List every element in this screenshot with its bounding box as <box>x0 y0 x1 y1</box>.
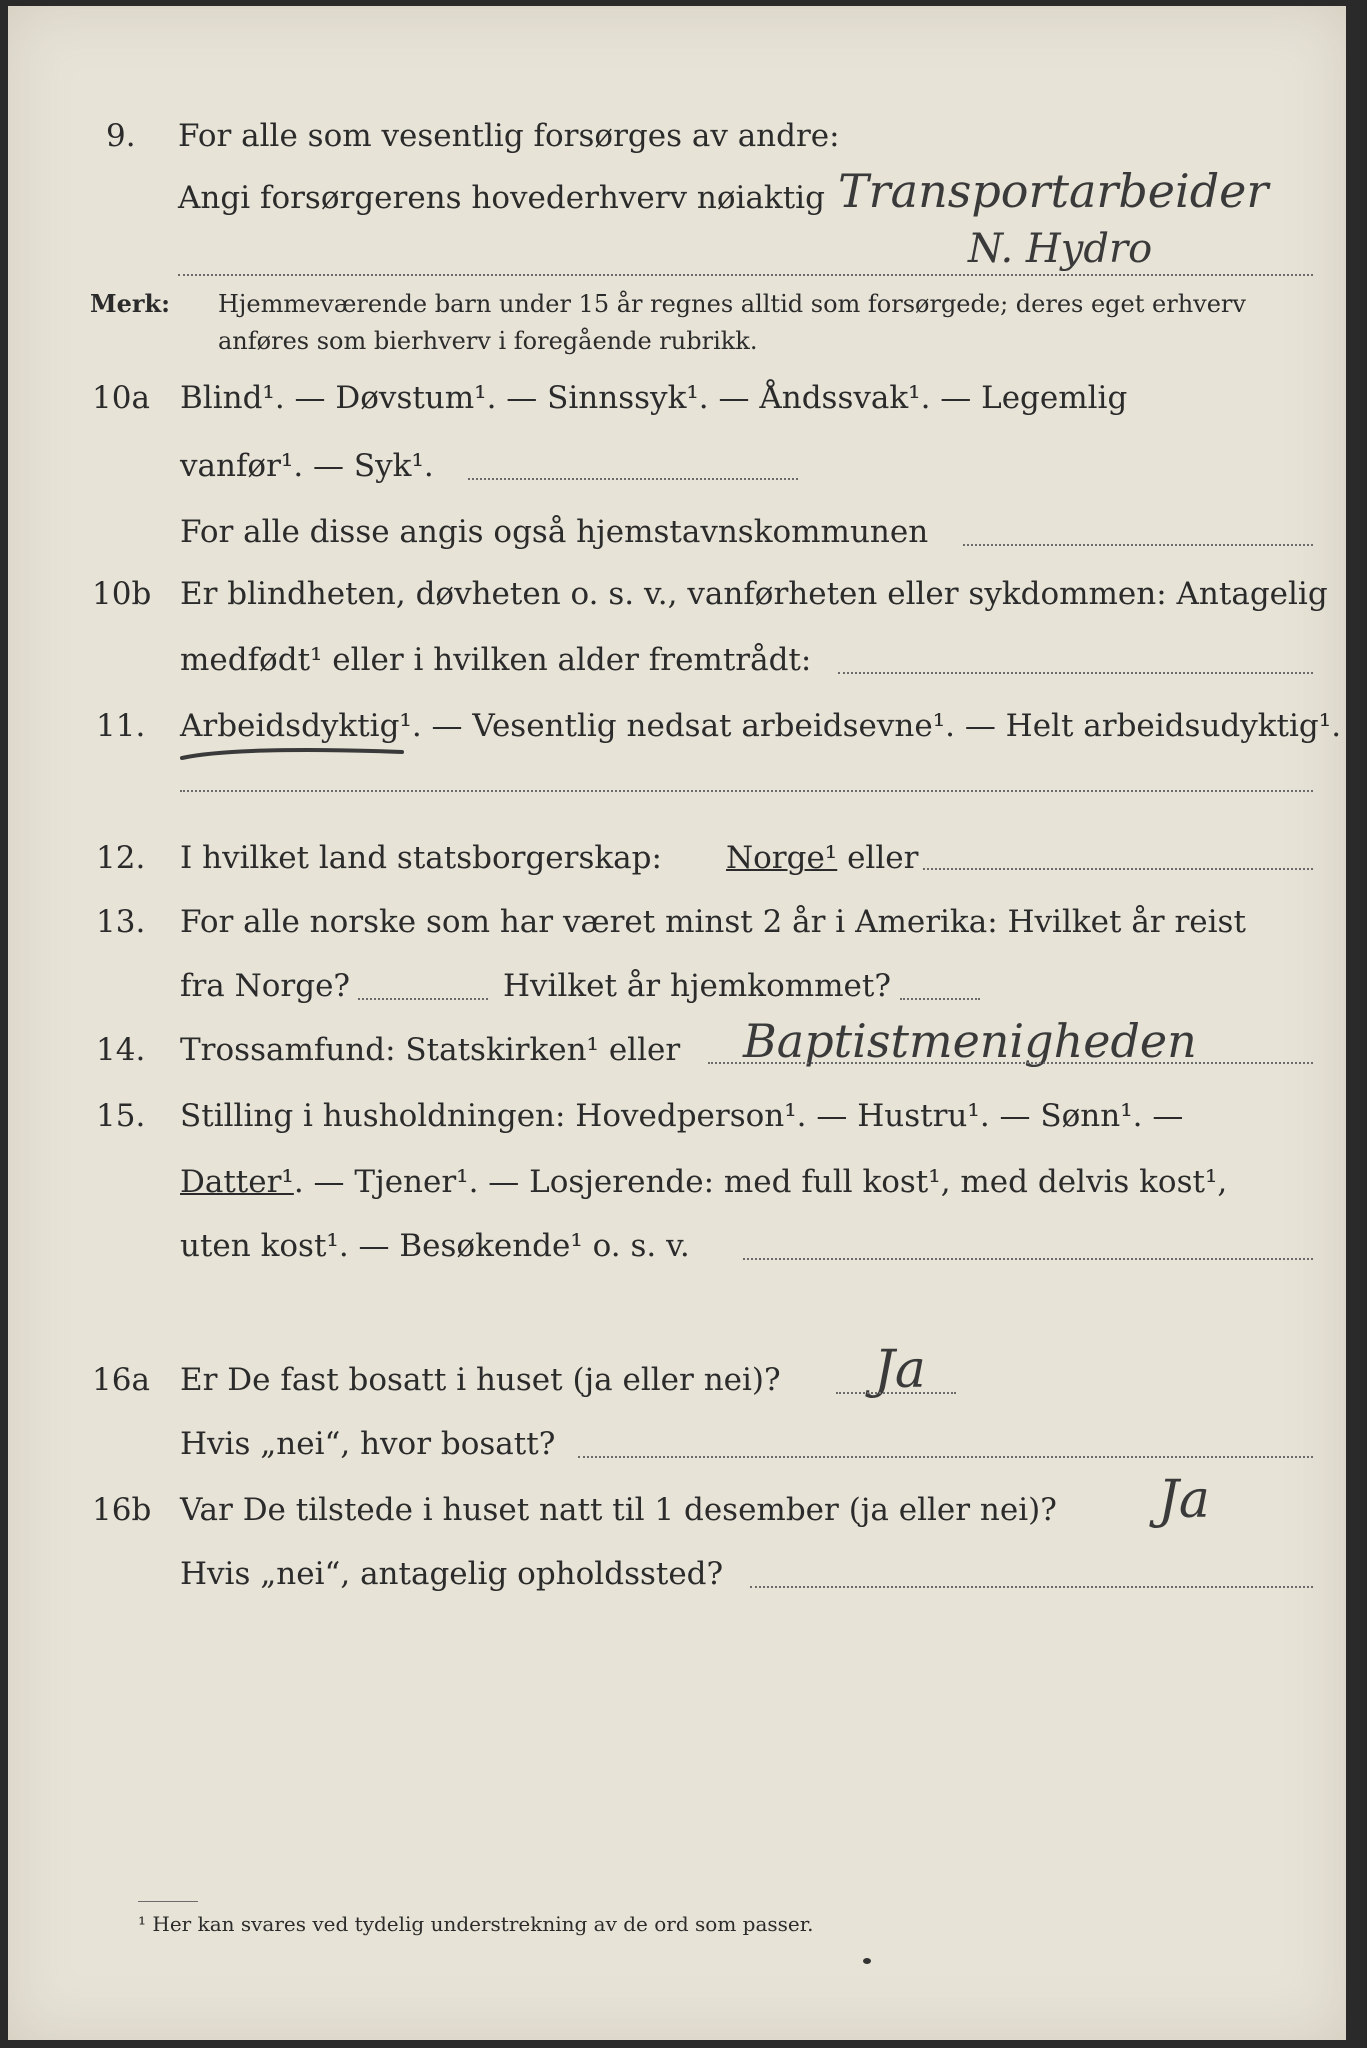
q10b-age-line <box>838 672 1313 674</box>
q16b-answer: Ja <box>1158 1470 1210 1530</box>
q13-number: 13. <box>96 904 146 940</box>
footnote-rule <box>138 1901 198 1902</box>
q10b-number: 10b <box>92 576 152 612</box>
q16a-answer-line <box>836 1392 956 1394</box>
q15-text2-rest: . — Tjener¹. — Losjerende: med full kost¹, med delvis kost¹, <box>293 1164 1228 1200</box>
q14-answer-line <box>708 1062 1313 1064</box>
q15-opt-datter: Datter¹ <box>180 1164 294 1200</box>
q10a-number: 10a <box>92 380 150 416</box>
q16b-opphold-line <box>750 1586 1313 1588</box>
q14-text: Trossamfund: Statskirken¹ eller <box>180 1032 681 1068</box>
q14-answer: Baptistmenigheden <box>743 1014 1197 1068</box>
q14-number: 14. <box>96 1032 146 1068</box>
q16a-answer: Ja <box>874 1340 926 1400</box>
q16b-number: 16b <box>92 1492 152 1528</box>
merk-label: Merk: <box>90 289 170 318</box>
q10a-kommune-line <box>963 544 1313 546</box>
q11-opt-arbeidsdyktig: Arbeidsdyktig¹. <box>180 708 422 744</box>
q11-number: 11. <box>96 708 146 744</box>
q12-opt-norge: Norge¹ <box>726 840 838 876</box>
q12-options <box>726 838 918 878</box>
q15-text2 <box>180 1162 1227 1202</box>
q13-text2a: fra Norge? <box>180 968 351 1004</box>
q16a-text2: Hvis „nei“, hvor bosatt? <box>180 1426 556 1462</box>
q15-text1: Stilling i husholdningen: Hovedperson¹. — Hustru¹. — Sønn¹. — <box>180 1098 1184 1134</box>
q9-answer-line <box>178 274 1313 276</box>
q12-rest: eller <box>837 840 919 876</box>
q12-text: I hvilket land statsborgerskap: <box>180 840 662 876</box>
q13-text2b: Hvilket år hjemkommet? <box>503 968 891 1004</box>
q9-text2: Angi forsørgerens hovederhverv nøiaktig <box>178 180 825 216</box>
q11-rest: — Vesentlig nedsat arbeidsevne¹. — Helt arbeidsudyktig¹. <box>421 708 1342 744</box>
q16b-text1: Var De tilstede i huset natt til 1 desember (ja eller nei)? <box>180 1492 1057 1528</box>
q9-answer-occupation: Transportarbeider <box>838 164 1269 218</box>
q9-number: 9. <box>106 118 136 154</box>
merk-line1: Hjemmeværende barn under 15 år regnes alltid som forsørgede; deres eget erhverv <box>218 290 1246 318</box>
q13-text1: For alle norske som har været minst 2 år i Amerika: Hvilket år reist <box>180 904 1246 940</box>
q9-answer-employer: N. Hydro <box>968 226 1153 272</box>
q10b-text1: Er blindheten, døvheten o. s. v., vanførheten eller sykdommen: Antagelig <box>180 576 1328 612</box>
q13-hjem-line <box>900 998 980 1000</box>
q11-underline-mark <box>178 742 408 766</box>
q16a-text1: Er De fast bosatt i huset (ja eller nei)? <box>180 1362 781 1398</box>
q9-text1: For alle som vesentlig forsørges av andre: <box>178 118 840 154</box>
q15-text3: uten kost¹. — Besøkende¹ o. s. v. <box>180 1228 690 1264</box>
q16a-number: 16a <box>92 1362 150 1398</box>
q15-number: 15. <box>96 1098 146 1134</box>
q10a-syk-line <box>468 478 798 480</box>
q10a-text2: vanfør¹. — Syk¹. <box>180 448 434 484</box>
merk-line2: anføres som bierhverv i foregående rubrikk. <box>218 327 758 355</box>
footnote-text: ¹ Her kan svares ved tydelig understrekning av de ord som passer. <box>138 1912 814 1936</box>
census-form-page <box>8 6 1346 2040</box>
q10a-text3: For alle disse angis også hjemstavnskommunen <box>180 514 929 550</box>
ink-dot <box>863 1958 871 1964</box>
q11-answer-line <box>180 790 1313 792</box>
q12-country-line <box>923 868 1313 870</box>
q16b-text2: Hvis „nei“, antagelig opholdssted? <box>180 1556 724 1592</box>
q13-reist-line <box>358 998 488 1000</box>
q15-answer-line <box>743 1258 1313 1260</box>
q10b-text2: medfødt¹ eller i hvilken alder fremtrådt: <box>180 642 812 678</box>
q12-number: 12. <box>96 840 146 876</box>
q10a-text1: Blind¹. — Døvstum¹. — Sinnssyk¹. — Åndssvak¹. — Legemlig <box>180 380 1128 416</box>
q16a-bosatt-line <box>578 1456 1313 1458</box>
q11-text <box>180 706 1341 746</box>
